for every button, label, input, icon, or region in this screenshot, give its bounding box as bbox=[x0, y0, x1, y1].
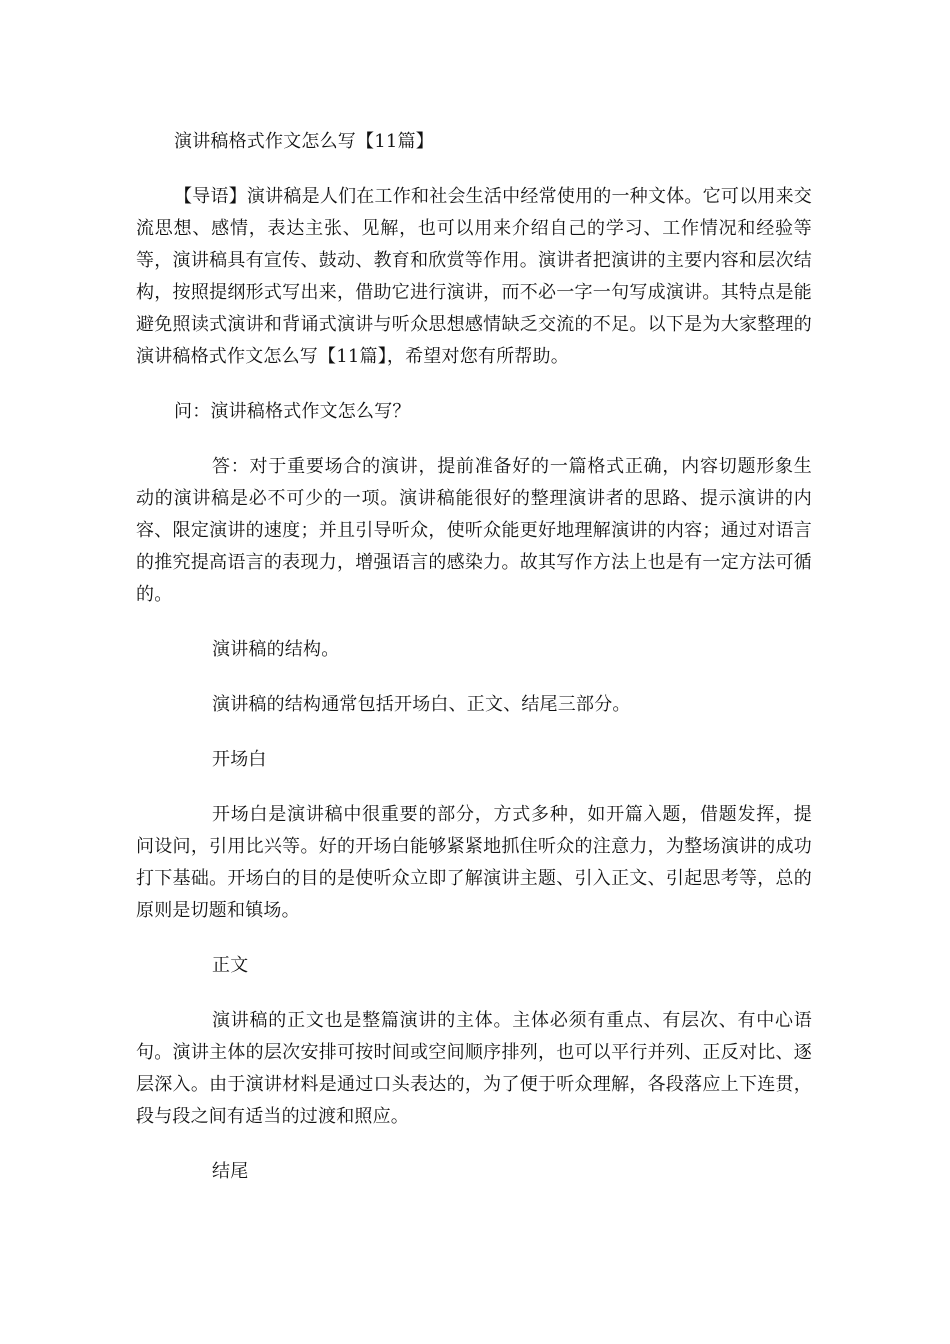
opening-paragraph: 开场白是演讲稿中很重要的部分，方式多种，如开篇入题，借题发挥，提问设问，引用比兴等。好的开场白能够紧紧地抓住听众的注意力，为整场演讲的成功打下基础。开场白的目的是使听众立即了解演讲主题、引入正文、引起思考等，总的原则是切题和镇场。 bbox=[136, 804, 812, 921]
body-paragraph: 演讲稿的正文也是整篇演讲的主体。主体必须有重点、有层次、有中心语句。演讲主体的层次安排可按时间或空间顺序排列，也可以平行并列、正反对比、逐层深入。由于演讲材料是通过口头表达的，为了便于听众理解，各段落应上下连贯，段与段之间有适当的过渡和照应。 bbox=[136, 1010, 812, 1127]
document-title: 演讲稿格式作文怎么写【11篇】 bbox=[174, 131, 434, 152]
intro-paragraph: 【导语】演讲稿是人们在工作和社会生活中经常使用的一种文体。它可以用来交流思想、感情，表达主张、见解，也可以用来介绍自己的学习、工作情况和经验等等，演讲稿具有宣传、鼓动、教育和欣赏等作用。演讲者把演讲的主要内容和层次结构，按照提纲形式写出来，借助它进行演讲，而不必一字一句写成演讲。其特点是能避免照读式演讲和背诵式演讲与听众思想感情缺乏交流的不足。以下是为大家整理的演讲稿格式作文怎么写【11篇】，希望对您有所帮助。 bbox=[136, 186, 812, 367]
body-heading: 正文 bbox=[212, 955, 249, 976]
structure-heading: 演讲稿的结构。 bbox=[212, 639, 340, 660]
ending-heading: 结尾 bbox=[212, 1161, 249, 1182]
structure-text: 演讲稿的结构通常包括开场白、正文、结尾三部分。 bbox=[212, 694, 631, 715]
opening-heading: 开场白 bbox=[212, 749, 267, 770]
document-content bbox=[136, 126, 812, 1188]
answer-paragraph: 答：对于重要场合的演讲，提前准备好的一篇格式正确，内容切题形象生动的演讲稿是必不可少的一项。演讲稿能很好的整理演讲者的思路、提示演讲的内容、限定演讲的速度；并且引导听众，使听众能更好地理解演讲的内容；通过对语言的推究提高语言的表现力，增强语言的感染力。故其写作方法上也是有一定方法可循的。 bbox=[136, 456, 812, 605]
question-paragraph: 问：演讲稿格式作文怎么写？ bbox=[174, 401, 411, 422]
